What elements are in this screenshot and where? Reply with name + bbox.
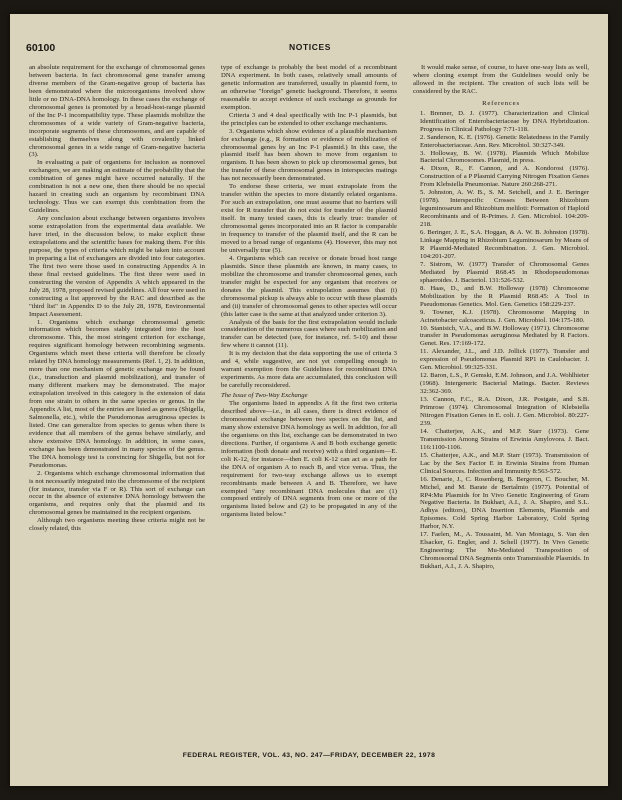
reference-item: 7. Sistrom, W. (1977) Transfer of Chromosomal Genes Mediated by Plasmid R68.45 in Rhodopseudomonas sphaeroides. J. Bacteriol. 131:526-532.: [420, 260, 589, 284]
paragraph: To endorse these criteria, we must extrapolate from the transfer within the species to more distantly related organisms. For such an extrapolation, one must assume that no barriers will exist for R transfer that do not exist for transfer of the plasmid itself. In many tested cases, this is clearly true: transfer of chromosomal genes incorporated into an R factor is comparable in frequency to transfer of the plasmid itself, and the R can be moved to a broad range of organisms (4). However, this may not be universally true (5).: [221, 183, 397, 254]
subsection-heading: The Issue of Two-Way Exchange: [221, 392, 308, 400]
reference-item: 3. Holloway, B. W. (1978). Plasmids Which Mobilize Bacterial Chromosomes. Plasmid, in press.: [420, 149, 589, 165]
page-footer: FEDERAL REGISTER, VOL. 43, NO. 247—FRIDAY, DECEMBER 22, 1978: [182, 752, 436, 759]
paragraph: In evaluating a pair of organisms for inclusion as nonnovel exchangers, we are making an estimate of the probability that the combination of genes might have occurred naturally. If the combination is not a new one, then there should be no special hazard in creating such an organism by recombinant DNA technology. Thus we can exempt this combination from the Guidelines.: [29, 159, 205, 215]
paragraph: Although two organisms meeting these criteria might not be closely related, this: [29, 517, 205, 533]
reference-item: 14. Chatterjee, A.K., and M.P. Starr (1973). Gene Transmission Among Strains of Erwinia Amylovora. J. Bact. 116:1100-1106.: [420, 427, 589, 451]
paragraph: Any conclusion about exchange between organisms involves some extrapolation from the experimental data available. We have tried, in the discussion below, to make explicit these extrapolations and the scientific bases for making them. For this purpose, the types of criteria which might be taken into account in preparing a list of exchangers are divided into four categories. The first two were those used in constructing Appendix A in these final revised guidelines. The first three were used in constructing the version of Appendix A which appeared in the July 28, 1978, proposed revised guidelines. All four were used in constructing a list approved by the RAC and described as the "third list" in Appendix D to the July 28, 1978, Environmental Impact Assessment.: [29, 215, 205, 318]
reference-item: 1. Brenner, D. J. (1977). Characterization and Clinical Identification of Enterobacteriaceae by DNA Hybridization. Progress in Clinical Pathology 7:71-118.: [420, 109, 589, 133]
reference-item: 6. Beringer, J. E., S.A. Hoggan, & A. W. B. Johnston (1978). Linkage Mapping in Rhizobium Leguminosarum by Means of R Plasmid-Mediated Recombination. J. Gen. Microbiol. 104:201-207.: [420, 229, 589, 260]
paragraph: 1. Organisms which exchange chromosomal genetic information which becomes stably integrated into the host chromosome. This, the most stringent criterion for exchange, requires significant homology between recombining segments. Organisms which meet these criteria will therefore be closely related by DNA homology measurements (Ref. 1, 2). In addition, more than one mechanism of genetic exchange may be found (i.e., transduction and plasmid mobilization), and transfer of many different markers may be demonstrated. The major extrapolation involved in this category is the extension of data from one strain to others in the same species or genus. In the Appendix A list, most of the entries are listed as genera (Shigella, Salmonella, etc.), while the Pseudomonas aeruginosa species is listed. One can generalize from species to genus when there is evidence that all members of the genus behave similarly, and show extensive DNA homology. In addition, in some cases, exchange has been demonstrated in many species of the genus. The DNA homology test is convincing for Shigella, but not for Pseudomonas.: [29, 318, 205, 469]
paragraph: It would make sense, of course, to have one-way lists as well, where cloning exempt from the Guidelines would only be allowed in the recipient. The creation of such lists will be considered by the RAC.: [413, 64, 589, 95]
paragraph: 2. Organisms which exchange chromosomal information that is not necessarily integrated into the chromosome of the recipient (for instance, transfer via F or R). This sort of exchange can occur in the absence of extensive DNA homology between the organisms, and requires only that the plasmid and its chromosomal genes be maintained in the recipient organism.: [29, 469, 205, 517]
reference-item: 2. Sanderson, K. E. (1976). Genetic Relatedness in the Family Enterobacteriaceae. Ann. Rev. Microbiol. 30:327-349.: [420, 133, 589, 149]
reference-item: 13. Cannon, F.C., R.A. Dixon, J.R. Postgate, and S.B. Primrose (1974). Chromosomal Integration of Klebsiella Nitrogen Fixation Genes in E. coli. J. Gen. Microbiol. 80:227-239.: [420, 396, 589, 427]
column-right: [413, 64, 589, 736]
document-page: [10, 14, 608, 786]
page-number: 60100: [26, 42, 56, 54]
reference-list: [413, 110, 589, 571]
reference-item: 12. Baron, L.S., P. Gemski, E.M. Johnson, and J.A. Wohlhieter (1968). Intergeneric Bacterial Matings. Bacter. Reviews 32:362-369.: [420, 372, 589, 396]
reference-item: 16. Denarie, J., C. Rosenberg, B. Bergeron, C. Boucher, M. Michel, and M. Barate de Bertalmio (1977). Potential of RP4:Mu Plasmids for In Vivo Genetic Engineering of Gram Negative Bacteria. In Bukhari, A.I., J. A. Shapiro, and S.L. Adhya (editors), DNA Insertion Elements, Plasmids and Episomes. Cold Spring Harbor Laboratory, Cold Spring Harbor, N.Y.: [420, 475, 589, 531]
paragraph: type of exchange is probably the best model of a recombinant DNA experiment. In both cases, relatively small amounts of genetic information are transferred, usually in plasmid form, to an otherwise "foreign" genetic background. Therefore, it seems reasonable to accept evidence of such exchange as grounds for exemption.: [221, 64, 397, 111]
paragraph: Analysis of the basis for the first extrapolation would include consideration of the numerous cases where such mobilization and transfer can be detected (see, for instance, ref. 5-10) and those few where it cannot (11).: [221, 318, 397, 350]
reference-item: 5. Johnston, A. W. B., S. M. Setchell, and J. E. Beringer (1978). Interspecific Crosses Between Rhizobium leguminosarum and Rhizobium meliloti: Formation of Haploid Recombinants and of R-Primes. J. Gen. Microbiol. 104:209-218.: [420, 189, 589, 229]
reference-item: 17. Faelen, M., A. Toussaint, M. Van Montagu, S. Van den Elsacker, G. Engler, and J. Schell (1977). In Vivo Genetic Engineering: The Mu-Mediated Transposition of Chromosomal DNA Segments onto Transmissible Plasmids. In Bukhari, A.I., J. A. Shapiro,: [420, 531, 589, 571]
paragraph: The organisms listed in appendix A fit the first two criteria described above—i.e., in all cases, there is direct evidence of chromosomal exchange between two species on the list, and many show extensive DNA homology as well. In addition, for all the organisms on this list, exchange can be demonstrated in two directions. Further, if organisms A and B both exchange genetic information (both donate and receive) with a third organism—E. coli K-12, for instance—then E. coli K-12 can act as a path for the DNA of organism A to reach B, and vice versa. Thus, the requirement for two-way exchange allows us to exempt recombinants made between A and B. Therefore, we have exempted "any recombinant DNA molecules that are (1) composed entirely of DNA segments from one or more of the organisms listed below and (2) to be propagated in any of the organisms listed below.": [221, 400, 397, 519]
reference-item: 15. Chatterjee, A.K., and M.P. Starr (1973). Transmission of Lac by the Sex Factor E in Erwinia Strains from Human Clinical Sources. Infection and Immunity 8:563-572.: [420, 451, 589, 475]
paragraph: Criteria 3 and 4 deal specifically with Inc P-1 plasmids, but the principles can be extended to other exchange mechanisms.: [221, 111, 397, 127]
section-title: NOTICES: [289, 42, 331, 52]
paragraph: an absolute requirement for the exchange of chromosomal genes between bacteria. In fact chromosomal gene transfer among diverse members of the Gram-negative group of bacteria has been demonstrated where the microorganisms involved show little or no DNA-DNA homology. In these cases the exchange of chromosomal genes is promoted by a broad-host-range plasmid of the Inc P-1 incompatibility type. These plasmids mobilize the chromosomes of a wide variety of Gram-negative bacteria, incorporate segments of these chromosomes, and are capable of establishing themselves along with covalently linked chromosomal genes in a wide range of Gram-negative bacteria (3).: [29, 64, 205, 159]
paragraph: It is my decision that the data supporting the use of criteria 3 and 4, while suggestive, are not yet compelling enough to warrant exemption from the Guidelines for recombinant DNA experiments. As more data are accumulated, this conclusion will be carefully reconsidered.: [221, 350, 397, 390]
column-middle: [221, 64, 397, 736]
paragraph: 3. Organisms which show evidence of a plausible mechanism for exchange (e.g., R formation or evidence of mobilization of chromosomal genes by an Inc P-1 plasmid.) In this case, the plasmid itself has been shown to move from organism to organism. It has been shown to pick up chromosomal genes, but the transfer of these chromosomal genes in interspecies matings has not necessarily been demonstrated.: [221, 127, 397, 183]
reference-item: 11. Alexander, J.L., and J.D. Jollick (1977). Transfer and expression of Pseudomonas Plasmid RP1 in Caulobacter. J. Gen. Microbiol. 99:325-331.: [420, 348, 589, 372]
reference-item: 8. Haas, D., and B.W. Holloway (1978) Chromosome Mobilization by the R Plasmid R68.45: A Tool in Pseudomonas Genetics. Mol. Gen. Genetics 158:229-237.: [420, 284, 589, 308]
references-heading: References: [482, 99, 520, 107]
paragraph: 4. Organisms which can receive or donate broad host range plasmids. Since these plasmids are known, in many cases, to mobilize the chromosome and transfer chromosomal genes, such transfer might be expected for any organism that receives or donates the plasmid. This extrapolation assumes that (i) chromosomal pickup is always able to occur with these plasmids and (ii) transfer of chromosomal genes to other species will occur (this latter case is the same at that analyzed under criterion 3).: [221, 254, 397, 318]
reference-item: 9. Towner, K.J. (1978). Chromosome Mapping in Acinetobacter calcoaceticus. J. Gen. Microbiol. 104:175-180.: [420, 308, 589, 324]
reference-item: 4. Dixon, R., F. Cannon, and A. Kondorosi (1976). Construction of a P Plasmid Carrying Nitrogen Fixation Genes From Klebsiella Pneumoniae. Nature 260:268-271.: [420, 165, 589, 189]
page-header: [26, 42, 594, 60]
reference-item: 10. Stanisich, V.A., and B.W. Holloway (1971). Chromosome transfer in Pseudomonas aeruginosa Mediated by R Factors. Genet. Res. 17:169-172.: [420, 324, 589, 348]
column-left: [29, 64, 205, 736]
